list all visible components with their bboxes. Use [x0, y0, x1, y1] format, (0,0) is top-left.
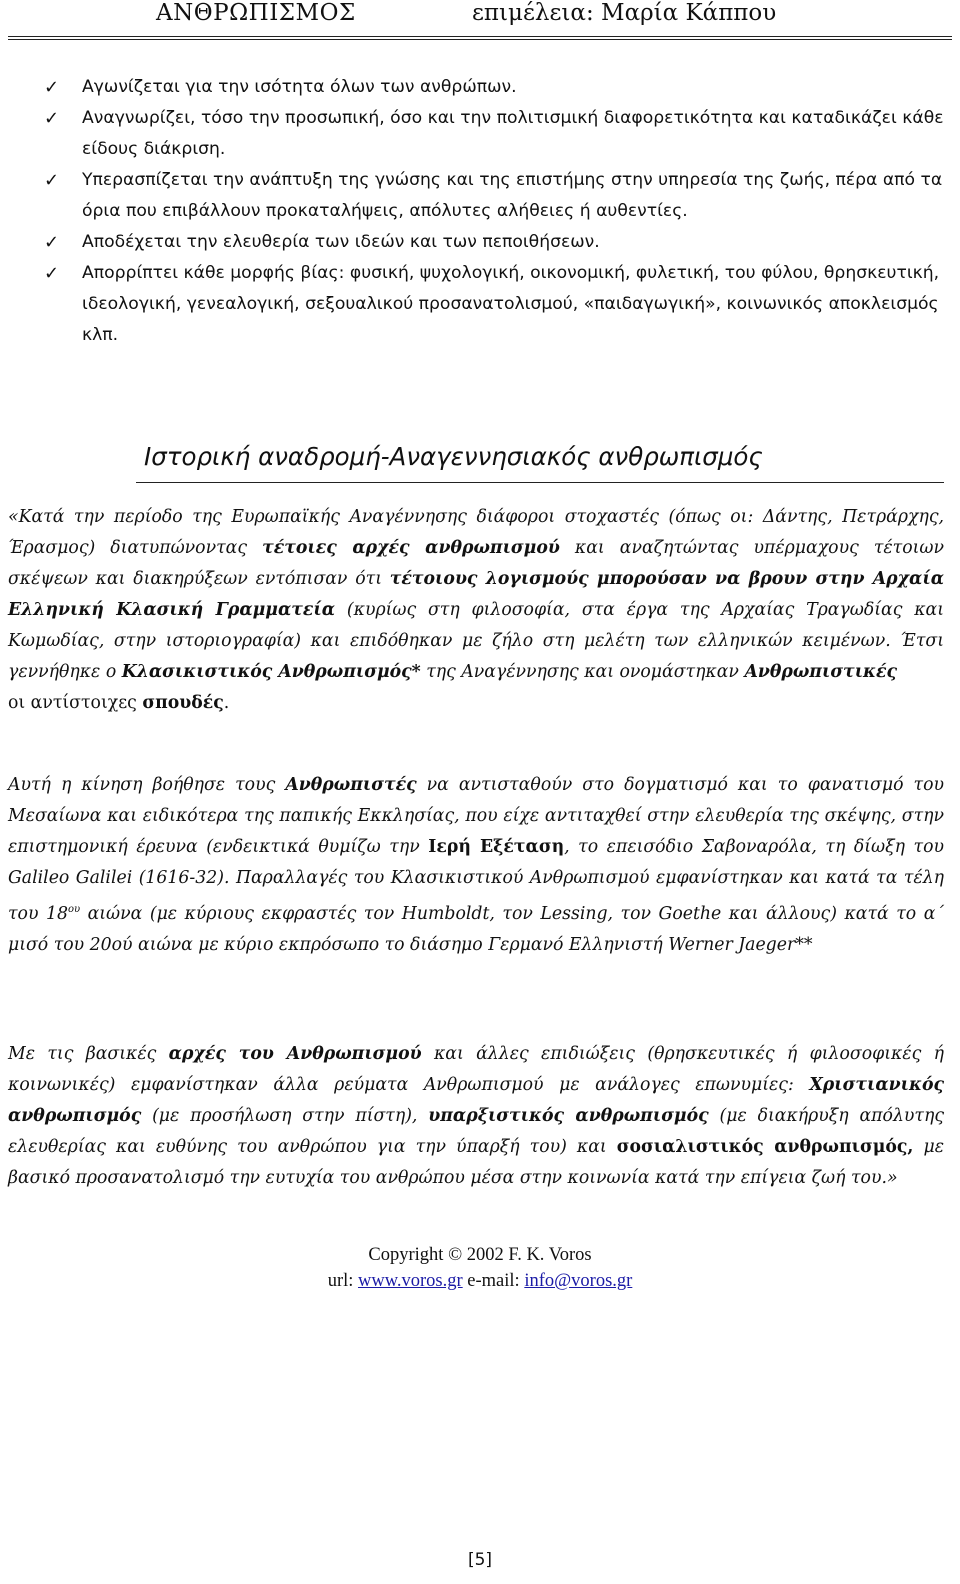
- paragraph-currents: [8, 1039, 944, 1194]
- emphasis: τέτοιες αρχές ανθρωπισμού: [262, 538, 560, 558]
- text: και άλλες επιδιώξεις (θρησκευτικές ή φιλοσοφικές ή κοινωνικές) εμφανίστηκαν άλλα ρεύματα Ανθρωπισμού με ανάλογες επωνυμίες:: [8, 1044, 944, 1095]
- text: .: [223, 693, 230, 713]
- emphasis: Ανθρωπιστικές: [744, 662, 898, 682]
- text: οι αντίστοιχες: [8, 693, 143, 713]
- emphasis: σοσιαλιστικός ανθρωπισμός,: [616, 1137, 914, 1157]
- list-item: [44, 165, 950, 227]
- url-label: url:: [327, 1271, 359, 1291]
- list-item-text: Αποδέχεται την ελευθερία των ιδεών και των πεποιθήσεων.: [82, 232, 600, 252]
- text: , το επεισόδιο Σαβοναρόλα, τη δίωξη του Galileo Galilei (1616-32). Παραλλαγές του Κλασικιστικού Ανθρωπισμού εμφανίστηκαν και κατά τα τέλη του 18: [8, 837, 944, 924]
- page-number: [5]: [467, 1550, 493, 1570]
- principles-list: [44, 72, 950, 351]
- emphasis: αρχές του Ανθρωπισμού: [168, 1044, 422, 1064]
- text: και αναζητώντας υπέρμαχους τέτοιων σκέψεων και διακηρύξεων εντόπισαν ότι: [8, 538, 944, 589]
- text: (με διακήρυξη απόλυτης ελευθερίας και ευθύνης του ανθρώπου για την ύπαρξή του) και: [8, 1106, 944, 1157]
- header-rule: [8, 36, 952, 37]
- email-label: e-mail:: [462, 1271, 525, 1291]
- text: της Αναγέννησης και ονομάστηκαν: [420, 662, 745, 682]
- checkmark-icon: ✓: [44, 263, 60, 284]
- checkmark-icon: ✓: [44, 77, 60, 98]
- list-item: [44, 72, 950, 103]
- list-item: [44, 103, 950, 165]
- superscript: ου: [67, 904, 81, 915]
- list-item-text: Αναγνωρίζει, τόσο την προσωπική, όσο και την πολιτισμική διαφορετικότητα και καταδικάζει κάθε είδους διάκριση.: [82, 108, 944, 159]
- text: Με τις βασικές: [8, 1044, 169, 1064]
- text: (κυρίως στη φιλοσοφία, στα έργα της Αρχαίας Τραγωδίας και Κωμωδίας, στην ιστοριογραφία) και επιδόθηκαν με ζήλο στη μελέτη των ελληνικών κειμένων. Έτσι γεννήθηκε ο: [8, 600, 944, 682]
- text: με βασικό προσανατολισμό την ευτυχία του ανθρώπου μέσα στην κοινωνία κατά την επίγεια ζωή του.»: [8, 1137, 945, 1188]
- emphasis: υπαρξιστικός ανθρωπισμός: [428, 1106, 709, 1126]
- copyright-line: Copyright © 2002 F. K. Voros: [368, 1245, 592, 1265]
- section-heading-rule: [136, 482, 944, 483]
- text: «Κατά την περίοδο της Ευρωπαϊκής Αναγέννησης διάφοροι στοχαστές (όπως οι: Δάντης, Πετράρχης, Έρασμος) διατυπώνοντας: [8, 507, 944, 558]
- emphasis: Ανθρωπιστές: [285, 775, 417, 795]
- list-item-text: Απορρίπτει κάθε μορφής βίας: φυσική, ψυχολογική, οικονομική, φυλετική, του φύλου, θρησκευτική, ιδεολογική, γενεαλογική, σεξουαλικού προσανατολισμού, «παιδαγωγική», κοινωνικός αποκλεισμός κλπ.: [82, 263, 940, 345]
- emphasis: Χριστιανικός ανθρωπισμός: [8, 1075, 944, 1126]
- list-item: [44, 227, 950, 258]
- section-heading: Ιστορική αναδρομή-Αναγεννησιακός ανθρωπισμός: [144, 442, 763, 471]
- text: αιώνα (με κύριους εκφραστές τον Humboldt, τον Lessing, τον Goethe και άλλους) κατά το α΄ μισό του 20ού αιώνα με κύριο εκπρόσωπο το διάσημο Γερμανό Ελληνιστή Werner Jaeger**: [8, 903, 945, 955]
- website-link[interactable]: www.voros.gr: [358, 1271, 463, 1291]
- checkmark-icon: ✓: [44, 232, 60, 253]
- text: (με προσήλωση στην πίστη),: [141, 1106, 429, 1126]
- header-editor: επιμέλεια: Μαρία Κάππου: [472, 0, 777, 26]
- page-header: [4, 0, 952, 34]
- emphasis: σπουδές: [142, 693, 224, 713]
- copyright-footer: [0, 1242, 960, 1294]
- checkmark-icon: ✓: [44, 170, 60, 191]
- list-item: [44, 258, 950, 351]
- list-item-text: Υπερασπίζεται την ανάπτυξη της γνώσης και της επιστήμης στην υπηρεσία της ζωής, πέρα από τα όρια που επιβάλλουν προκαταλήψεις, απόλυτες αλήθειες ή αυθεντίες.: [82, 170, 943, 221]
- list-item-text: Αγωνίζεται για την ισότητα όλων των ανθρώπων.: [82, 77, 517, 97]
- text: Αυτή η κίνηση βοήθησε τους: [8, 775, 286, 795]
- checkmark-icon: ✓: [44, 108, 60, 129]
- header-rule-double: [8, 39, 952, 40]
- paragraph-humanists: [8, 770, 944, 961]
- header-title: ΑΝΘΡΩΠΙΣΜΟΣ: [156, 0, 356, 26]
- text: να αντισταθούν στο δογματισμό και το φανατισμό του Μεσαίωνα και ειδικότερα της παπικής Εκκλησίας, που είχε αντιταχθεί στην ελευθερία της σκέψης, στην επιστημονική έρευνα (ενδεικτικά θυμίζω την: [8, 775, 944, 857]
- emphasis: Κλασικιστικός Ανθρωπισμός*: [121, 662, 421, 682]
- contact-line: [0, 1268, 960, 1294]
- emphasis: Ιερή Εξέταση: [428, 837, 565, 857]
- emphasis: τέτοιους λογισμούς μπορούσαν να βρουν στην Αρχαία Ελληνική Κλασική Γραμματεία: [8, 569, 944, 620]
- paragraph-renaissance: [8, 502, 944, 719]
- email-link[interactable]: info@voros.gr: [524, 1271, 633, 1291]
